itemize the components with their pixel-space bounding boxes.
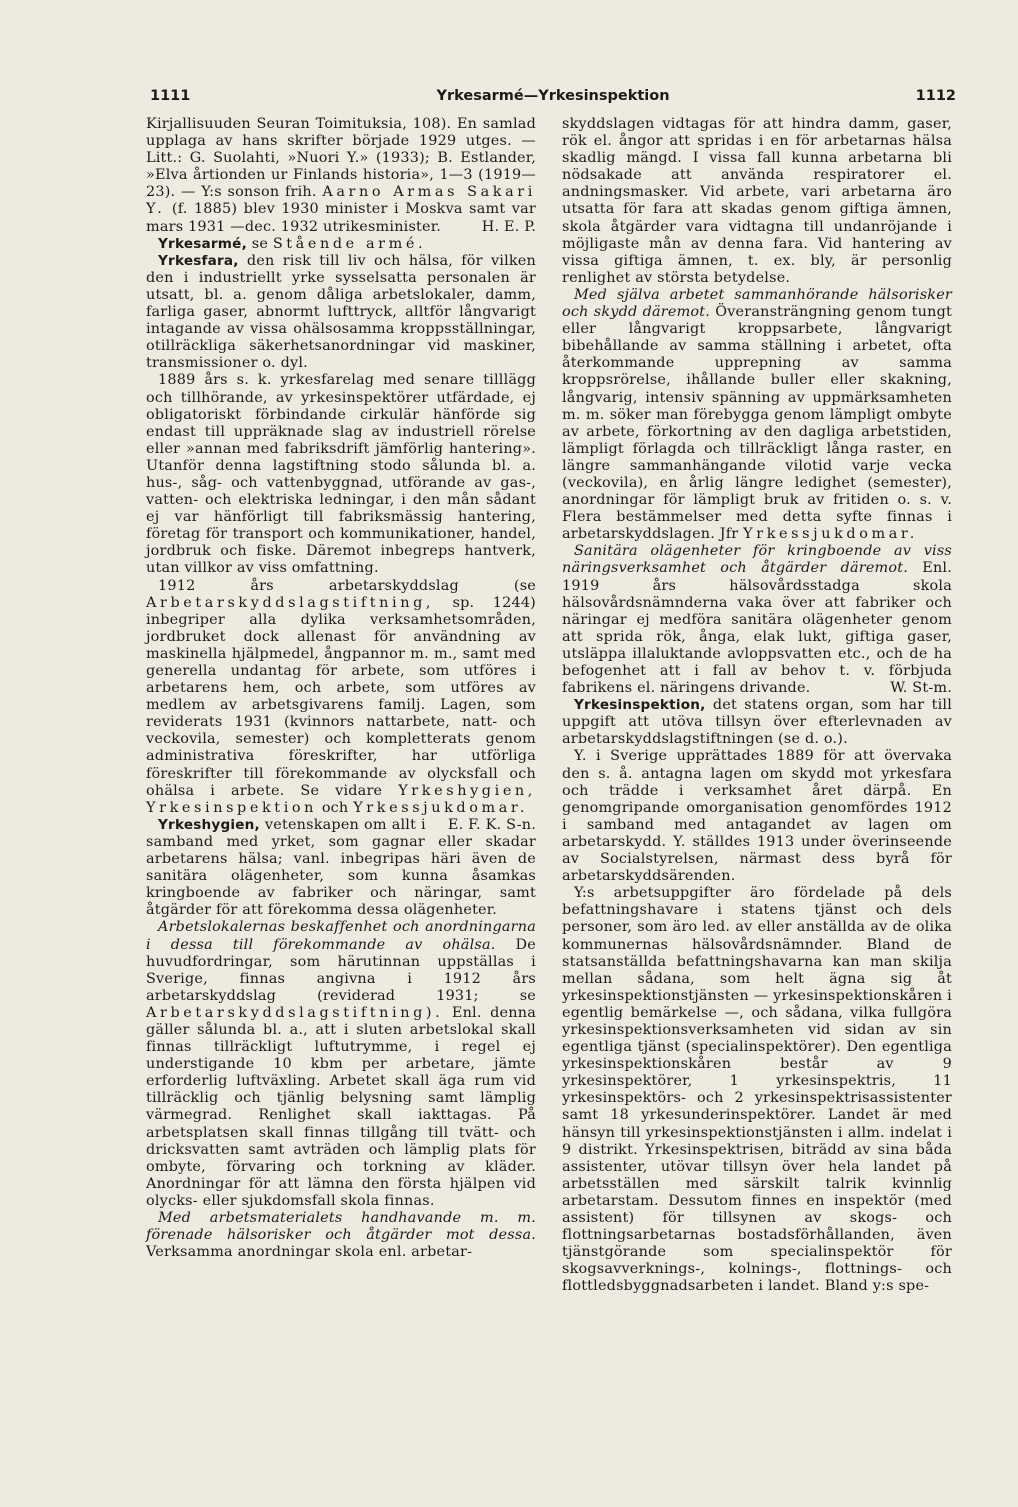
entry-term: Yrkesarmé, <box>158 235 247 252</box>
section-heading: Arbetslokalernas beskaffenhet och anordningarna i dessa till förekommande av ohälsa. <box>146 919 536 953</box>
paragraph: Y. i Sverige upprättades 1889 för att övervaka den s. å. antagna lagen om skydd mot yrkesfara och trädde i verksamhet året därpå. En genomgripande omorganisation genomfördes 1912 i samband med antagandet av lagen om arbetarskydd. Y. ställdes 1913 under överinseende av Socialstyrelsen, närmast dess byrå för arbetarskyddsärenden. <box>562 748 952 885</box>
paragraph-text: Enl. 1919 års hälsovårdsstadga skola hälsovårdsnämnderna vaka över att fabriker och näringar ej medföra sanitära olägenheter genom att sprida rök, ånga, elak lukt, giftiga gaser, utsläppa illaluktande avloppsvatten etc., och de ha befogenhet att i fall av behov t. v. förbjuda fabrikens el. näringens drivande. <box>562 560 952 697</box>
cross-reference: Arbetarskyddslagstiftning, <box>146 594 435 611</box>
entry-yrkesinspektion <box>562 697 952 748</box>
author-signature: W. St-m. <box>890 680 952 697</box>
cross-reference: Yrkessjukdomar. <box>353 799 528 816</box>
paragraph: 1889 års s. k. yrkesfarelag med senare tilllägg och tillhörande, av yrkesinspektörer utfärdade, ej obligatoriskt förbindande cirkulär hänförde sig endast till uppräknade slag av industriell rörelse eller »annan med fabriksdrift jämförlig hantering». Utanför denna lagstiftning stodo sålunda bl. a. hus-, såg- och vattenbyggnad, utförande av gas-, vatten- och elektriska ledningar, i den mån sådant ej var hänförligt till fabriksmässig hantering, företag för transport och kommunikationer, handel, jordbruk och fiske. Däremot inbegreps hantverk, utan villkor av viss omfattning. <box>146 372 536 577</box>
left-column <box>146 116 536 1261</box>
paragraph-text: (f. 1885) blev 1930 minister i Moskva samt var mars 1931 —dec. 1932 utrikesminister. <box>146 201 536 235</box>
right-column <box>562 116 952 1295</box>
paragraph: skyddslagen vidtagas för att hindra damm, gaser, rök el. ångor att spridas i en för arbetarnas hälsa skadlig mängd. I vissa fall kunna arbetarna bli nödsakade att använda respiratorer el. andningsmasker. Vid arbete, vari arbetarna äro utsatta för fara att skadas genom giftiga ämnen, skola åtgärder vara vidtagna till undanröjande i möjligaste mån av denna fara. Vid hantering av vissa giftiga ämnen, t. ex. bly, är personlig renlighet av största betydelse. <box>562 116 952 286</box>
paragraph-text: Kirjallisuuden Seuran Toimituksia, 108). En samlad upplaga av hans skrifter började 1929 utges. — Litt.: G. Suolahti, »Nuori Y.» (1933); B. Estlander, »Elva årtionden ur Finlands historia», 1—3 (1919—23). — Y:s sonson frih. <box>146 116 536 201</box>
author-signature: E. F. K. S-n. <box>447 816 536 833</box>
entry-term: Yrkesfara, <box>158 252 239 269</box>
author-signature: H. E. P. <box>481 218 536 235</box>
running-title: Yrkesarmé—Yrkesinspektion <box>436 88 670 104</box>
page-number-left: 1111 <box>150 88 191 104</box>
entry-text: vetenskapen om allt i samband med yrket, som gagnar eller skadar arbetarens hälsa; vanl. inbegripas häri även de sanitära olägenheter, som kunna åsamkas kringboende av fabriker och näringar, samt åtgärder för att förekomma dessa olägenheter. <box>146 816 536 919</box>
entry-yrkesfara <box>146 253 536 373</box>
cross-reference: Stående armé. <box>272 235 427 252</box>
paragraph <box>562 287 952 543</box>
paragraph <box>146 116 536 236</box>
section-heading: Med arbetsmaterialets handhavande m. m. förenade hälsorisker och åtgärder mot dessa. <box>146 1210 536 1244</box>
section-heading: Sanitära olägenheter för kringboende av viss näringsverksamhet och åtgärder däremot. <box>562 543 952 577</box>
paragraph-text: och <box>321 799 349 816</box>
cross-reference: Yrkessjukdomar. <box>743 526 918 543</box>
paragraph-text: Enl. denna gäller sålunda bl. a., att i sluten arbetslokal skall finnas tillräckligt luftutrymme, i regel ej understigande 10 kbm per arbetare, jämte erforderlig luftväxling. Arbetet skall äga rum vid tillräcklig och tjänlig belysning samt lämplig värmegrad. Renlighet skall iakttagas. På arbetsplatsen skall finnas tillgång till tvätt- och dricksvatten samt avträden och lämplig plats för ombyte, förvaring och torkning av kläder. Anordningar för att lämna den första hjälpen vid olycks- eller sjukdomsfall skola finnas. <box>146 1004 536 1209</box>
entry-yrkesarme <box>146 236 536 253</box>
entry-text: den risk till liv och hälsa, för vilken den i industriellt yrke sysselsatta personalen är utsatt, bl. a. genom dåliga arbetslokaler, damm, farliga gaser, abnormt lufttryck, alltför långvarigt intagande av vissa ohälsosamma kroppsställningar, otillräckliga säkerhetsanordningar vid maskiner, transmissioner o. dyl. <box>146 252 536 372</box>
page-number-right: 1112 <box>915 88 956 104</box>
paragraph <box>146 577 536 833</box>
paragraph-text: De huvudfordringar, som härutinnan uppställas i Sverige, finnas angivna i 1912 års arbetarskyddslag (reviderad 1931; se <box>146 936 536 1004</box>
paragraph-text: Överansträngning genom tungt eller långvarigt kroppsarbete, långvarigt bibehållande av samma ställning i arbetet, ofta återkommande upprepning av samma kroppsrörelse, ihållande buller eller skakning, långvarig, intensiv spänning av uppmärksamheten m. m. söker man förebygga genom lämpligt ombyte av arbete, förkortning av den dagliga arbetstiden, lämpligt förlagda och tillräckligt långa raster, en längre sammanhängande vilotid varje vecka (veckovila), en årlig längre ledighet (semester), anordningar för lämpligt bruk av fritiden o. s. v. Flera bestämmelser med detta syfte finnas i arbetarskyddslagen. Jfr <box>562 304 952 543</box>
paragraph <box>562 543 952 697</box>
section-heading: Med själva arbetet sammanhörande hälsorisker och skydd däremot. <box>562 286 952 321</box>
entry-term: Yrkesinspektion, <box>574 697 706 714</box>
see-text: se <box>251 235 269 252</box>
entry-text: det statens organ, som har till uppgift att utöva tillsyn över efterlevnaden av arbetarskyddslagstiftningen (se d. o.). <box>562 697 952 748</box>
paragraph <box>146 919 536 1210</box>
person-name: Aarno Armas Sakari Y. <box>146 184 536 218</box>
paragraph-text: sp. 1244) inbegriper alla dylika verksamhetsområden, jordbruket dock allenast för användning av maskinella hjälpmedel, ångpannor m. m., samt med generella undantag för arbete, som utföres i arbetarens hem, och arbete, som utföres av medlem av arbetsgivarens familj. Lagen, som reviderats 1931 (kvinnors nattarbete, natt- och veckovila, semester) och kompletterats genom administrativa föreskrifter, har utförliga föreskrifter till förekommande av olycksfall och ohälsa i arbete. Se vidare <box>146 594 536 799</box>
page-header <box>150 86 956 110</box>
paragraph <box>146 1210 536 1261</box>
paragraph-text: Verksamma anordningar skola enl. arbetar- <box>146 1244 473 1261</box>
entry-term: Yrkeshygien, <box>158 816 260 833</box>
cross-reference: Arbetarskyddslagstiftning). <box>146 1004 444 1021</box>
cross-reference: Yrkeshygien, Yrkesinspektion <box>146 782 536 816</box>
paragraph: Y:s arbetsuppgifter äro fördelade på dels befattningshavare i statens tjänst och dels personer, som äro led. av eller anställda av de olika kommunernas hälsovårdsnämnder. Bland de statsanställda befattningshavarna kan man skilja mellan sådana, som helt ägna sig åt yrkesinspektionstjänsten — yrkesinspektionskåren i egentlig bemärkelse —, och sådana, vilka fullgöra yrkesinspektionsverksamheten vid sidan av sin egentliga tjänst (specialinspektörer). Den egentliga yrkesinspektionskåren består av 9 yrkesinspektörer, 1 yrkesinspektris, 11 yrkesinspektörs- och 2 yrkesinspektrisassistenter samt 18 yrkesunderinspektörer. Landet är med hänsyn till yrkesinspektionstjänsten i allm. indelat i 9 distrikt. Yrkesinspektrisen, biträdd av sina båda assistenter, utövar tillsyn över hela landet på arbetsställen med särskilt talrik kvinnlig arbetarstam. Dessutom finnes en inspektör (med assistent) för tillsynen av skogs- och flottningsarbetarnas bostadsförhållanden, även tjänstgörande som specialinspektör för skogsavverknings-, kolnings-, flottnings- och flottledsbyggnadsarbeten i landet. Bland y:s spe- <box>562 885 952 1295</box>
paragraph-text: 1912 års arbetarskyddslag (se <box>158 577 536 594</box>
